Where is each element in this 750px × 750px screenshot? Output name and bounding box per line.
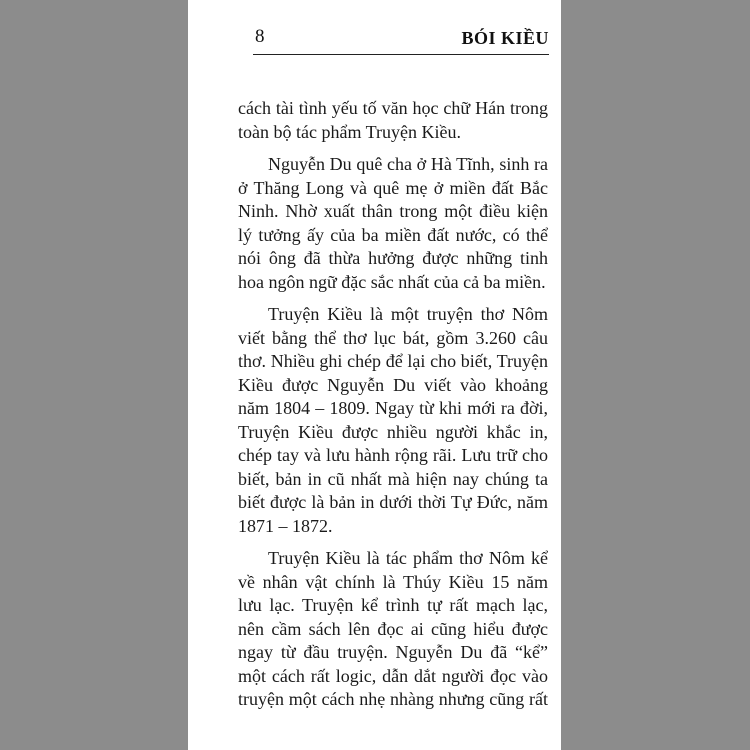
text-line: truyện một cách nhẹ nhàng nhưng cũng rất [238,689,548,709]
text-line: toàn bộ tác phẩm Truyện Kiều. [238,121,461,142]
text-line: Truyện Kiều được nhiều người khắc in, [238,421,548,442]
text-line: thơ. Nhiều ghi chép để lại cho biết, Truyện [238,351,548,371]
text-line: cách tài tình yếu tố văn học chữ Hán trong [238,98,548,118]
page-number: 8 [255,26,265,47]
text-line: Truyện Kiều là tác phẩm thơ Nôm kể [268,548,548,568]
text-line: biết được là bản in dưới thời Tự Đức, năm [238,492,548,512]
text-line: hoa ngôn ngữ đặc sắc nhất của cả ba miền. [238,271,546,292]
text-line: một cách rất logic, dẫn dắt người đọc vào [238,665,548,686]
paragraph [238,97,548,144]
running-header [253,24,549,55]
paragraph [238,547,548,712]
text-line: về nhân vật chính là Thúy Kiều 15 năm [238,571,548,592]
text-line: Kiều được Nguyễn Du viết vào khoảng [238,374,548,395]
text-line: nên cầm sách lên đọc ai cũng hiểu được [238,618,548,639]
book-title: BÓI KIỀU [461,28,549,48]
text-line: lý tưởng ấy của ba miền đất nước, có thể [238,224,548,245]
text-line: Truyện Kiều là một truyện thơ Nôm [268,304,548,324]
paragraph [238,153,548,294]
text-line: ngay từ đầu truyện. Nguyễn Du đã “kể” [238,642,548,662]
text-line: nói ông đã thừa hưởng được những tinh [238,248,548,268]
text-line: Nguyễn Du quê cha ở Hà Tĩnh, sinh ra [268,154,548,174]
text-line: ở Thăng Long và quê mẹ ở miền đất Bắc [238,177,548,198]
paragraph [238,303,548,538]
text-line: chép tay và lưu hành rộng rãi. Lưu trữ cho [238,445,548,465]
body-text [238,97,548,712]
text-line: viết bằng thể thơ lục bát, gồm 3.260 câu [238,327,548,348]
text-line: 1871 – 1872. [238,515,333,536]
text-line: lưu lạc. Truyện kể trình tự rất mạch lạc, [238,595,548,615]
text-line: năm 1804 – 1809. Ngay từ khi mới ra đời, [238,398,548,418]
text-line: biết, bản in cũ nhất mà hiện nay chúng ta [238,468,548,489]
text-line: Ninh. Nhờ xuất thân trong một điều kiện [238,201,548,221]
